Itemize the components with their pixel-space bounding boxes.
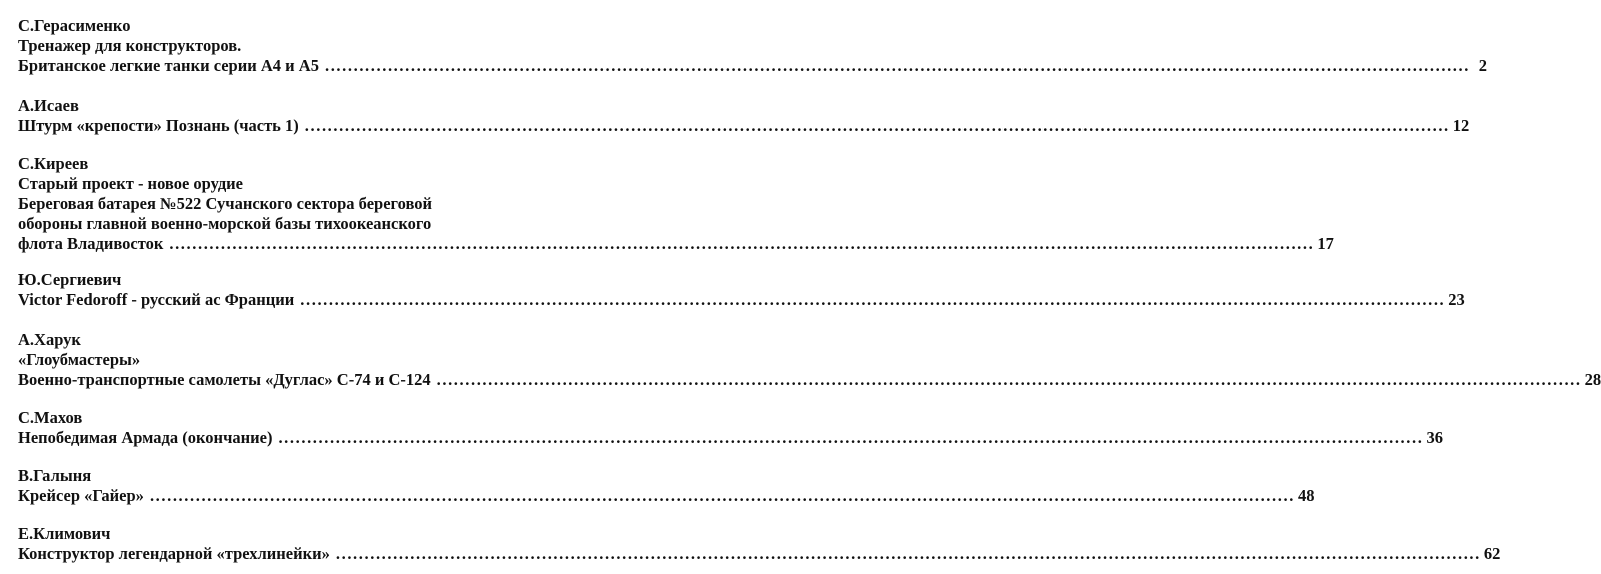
dot-leader: ........................................................................................................................................................................................................ — [304, 116, 1450, 135]
dot-leader: ........................................................................................................................................................................................................ — [169, 234, 1315, 253]
entry-author: С.Герасименко — [18, 16, 131, 35]
toc-entry — [18, 466, 1315, 506]
entry-title-line: Береговая батарея №522 Сучанского сектора береговой — [18, 194, 433, 213]
entry-title-last-line — [18, 234, 1334, 254]
dot-leader: ........................................................................................................................................................................................................ — [149, 486, 1295, 505]
entry-title: Крейсер «Гайер» — [18, 486, 144, 505]
page-number: 62 — [1483, 544, 1501, 563]
entry-title-last-line — [18, 428, 1443, 448]
page-number: 23 — [1448, 290, 1465, 309]
entry-title: Victor Fedoroff - русский ас Франции — [18, 290, 295, 309]
toc-entry — [18, 408, 1443, 448]
entry-author: С.Киреев — [18, 154, 89, 173]
dot-leader: ........................................................................................................................................................................................................ — [436, 370, 1582, 389]
toc-entry — [18, 16, 1487, 76]
entry-title-last-line — [18, 56, 1487, 76]
dot-leader: ........................................................................................................................................................................................................ — [335, 544, 1481, 563]
toc-entry — [18, 330, 1601, 390]
entry-title: Конструктор легендарной «трехлинейки» — [18, 544, 330, 563]
entry-author: Е.Климович — [18, 524, 111, 543]
entry-title: Британское легкие танки серии А4 и А5 — [18, 56, 319, 75]
entry-title-last-line — [18, 290, 1465, 310]
entry-title-last-line — [18, 116, 1470, 136]
entry-title-last-line — [18, 486, 1315, 506]
entry-author: С.Махов — [18, 408, 83, 427]
entry-title-line: Старый проект - новое орудие — [18, 174, 243, 193]
entry-title: Военно-транспортные самолеты «Дуглас» С-74 и С-124 — [18, 370, 431, 389]
page-number: 48 — [1297, 486, 1315, 505]
toc-entry — [18, 270, 1465, 310]
entry-title-last-line — [18, 370, 1601, 390]
toc-entry — [18, 154, 1334, 254]
entry-title: Штурм «крепости» Познань (часть 1) — [18, 116, 299, 135]
page-number: 36 — [1426, 428, 1443, 447]
dot-leader: ........................................................................................................................................................................................................ — [324, 56, 1470, 75]
entry-author: А.Харук — [18, 330, 81, 349]
entry-title-last-line — [18, 544, 1501, 564]
page-number: 28 — [1584, 370, 1601, 389]
entry-title: Непобедимая Армада (окончание) — [18, 428, 273, 447]
dot-leader: ........................................................................................................................................................................................................ — [278, 428, 1424, 447]
entry-author: А.Исаев — [18, 96, 79, 115]
page-number: 12 — [1452, 116, 1470, 135]
toc-entry — [18, 96, 1470, 136]
entry-title-line: Тренажер для конструкторов. — [18, 36, 242, 55]
page-number: 2 — [1478, 56, 1487, 75]
dot-leader: ........................................................................................................................................................................................................ — [300, 290, 1446, 309]
entry-author: В.Галыня — [18, 466, 92, 485]
entry-title-line: «Глоубмастеры» — [18, 350, 141, 369]
page-number: 17 — [1317, 234, 1334, 253]
entry-title-line: обороны главной военно-морской базы тихоокеанского — [18, 214, 432, 233]
entry-author: Ю.Сергиевич — [18, 270, 122, 289]
toc-entry — [18, 524, 1501, 564]
entry-title: флота Владивосток — [18, 234, 164, 253]
